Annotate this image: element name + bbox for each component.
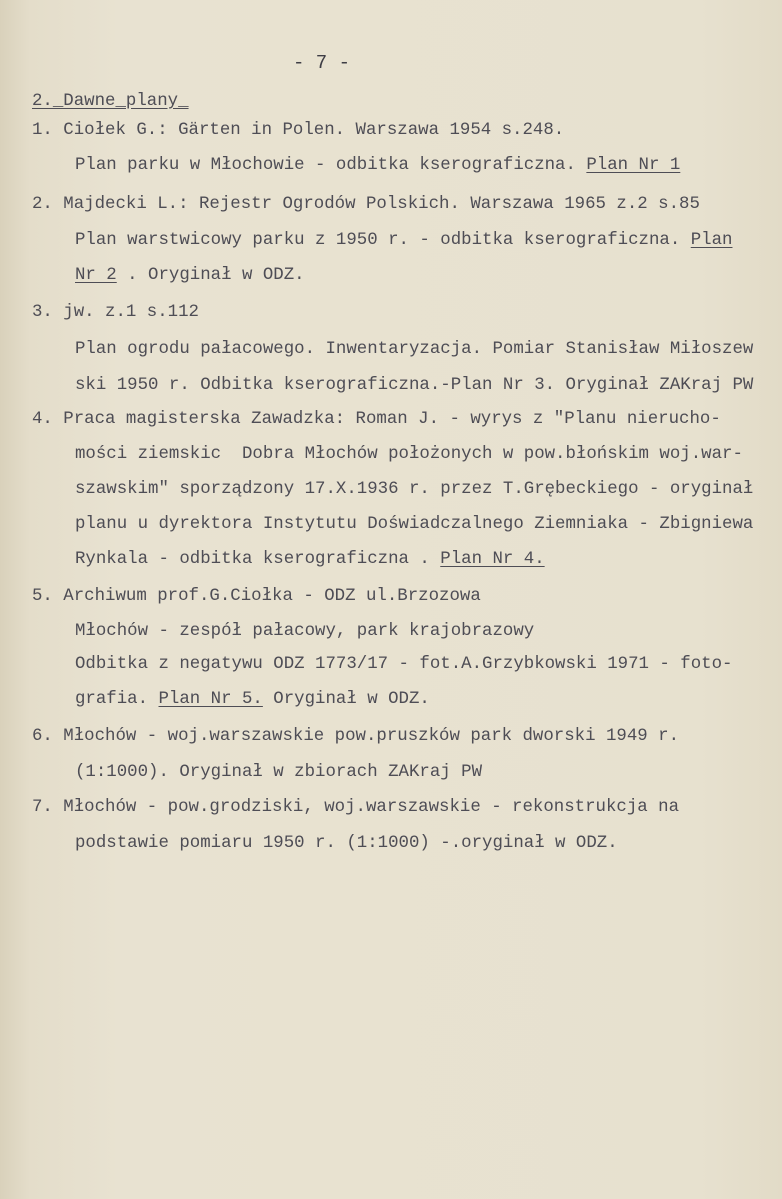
text-line	[32, 798, 679, 818]
text-span: 6. Młochów - woj.warszawskie pow.pruszków park dworski 1949 r.	[32, 727, 680, 746]
underlined-reference: Plan	[690, 231, 733, 250]
text-line	[75, 266, 305, 286]
underlined-reference: Plan Nr 1	[586, 156, 681, 175]
text-line	[75, 550, 545, 570]
text-span: 2._Dawne_plany_	[32, 92, 189, 111]
text-span: planu u dyrektora Instytutu Doświadczalnego Ziemniaka - Zbigniewa	[75, 515, 754, 534]
text-line	[75, 445, 743, 465]
text-line	[75, 763, 482, 783]
text-span: 5. Archiwum prof.G.Ciołka - ODZ ul.Brzozowa	[32, 587, 481, 606]
text-span: 7. Młochów - pow.grodziski, woj.warszawskie - rekonstrukcja na	[32, 798, 680, 817]
text-line	[32, 587, 481, 607]
text-span: (1:1000). Oryginał w zbiorach ZAKraj PW	[75, 763, 483, 782]
text-span: mości ziemskic Dobra Młochów położonych w pow.błońskim woj.war-	[75, 445, 743, 464]
text-span: podstawie pomiaru 1950 r. (1:1000) -.oryginał w ODZ.	[75, 834, 618, 853]
text-span: szawskim" sporządzony 17.X.1936 r. przez T.Grębeckiego - oryginał	[75, 480, 754, 499]
text-span: Plan ogrodu pałacowego. Inwentaryzacja. Pomiar Stanisław Miłoszew	[75, 340, 754, 359]
text-span: Oryginał w ODZ.	[262, 690, 430, 709]
text-line	[75, 340, 753, 360]
text-line	[75, 231, 732, 251]
text-span: Plan warstwicowy parku z 1950 r. - odbitka kserograficzna.	[75, 231, 691, 250]
text-span: 3. jw. z.1 s.112	[32, 303, 199, 322]
text-line	[32, 410, 721, 430]
page-number: - 7 -	[293, 52, 351, 74]
text-line	[75, 376, 753, 396]
text-span: Młochów - zespół pałacowy, park krajobrazowy	[75, 622, 535, 641]
text-span: grafia.	[75, 690, 159, 709]
underlined-reference: Plan Nr 5.	[158, 690, 263, 709]
text-line	[32, 727, 679, 747]
underlined-reference: Plan Nr 4.	[440, 550, 545, 569]
text-line	[32, 121, 564, 141]
text-line	[75, 622, 534, 642]
text-span: Odbitka z negatywu ODZ 1773/17 - fot.A.Grzybkowski 1971 - foto-	[75, 655, 733, 674]
section-heading	[32, 92, 189, 112]
text-span: 4. Praca magisterska Zawadzka: Roman J. - wyrys z "Planu nierucho-	[32, 410, 721, 429]
text-span: Rynkala - odbitka kserograficzna .	[75, 550, 441, 569]
text-line	[75, 655, 732, 675]
text-span: 2. Majdecki L.: Rejestr Ogrodów Polskich. Warszawa 1965 z.2 s.85	[32, 195, 700, 214]
text-line	[75, 834, 618, 854]
text-line	[75, 515, 753, 535]
text-span: Plan parku w Młochowie - odbitka kserograficzna.	[75, 156, 587, 175]
text-line	[32, 303, 199, 323]
text-span: 1. Ciołek G.: Gärten in Polen. Warszawa 1954 s.248.	[32, 121, 565, 140]
underlined-reference: Nr 2	[75, 266, 117, 285]
text-span: . Oryginał w ODZ.	[116, 266, 305, 285]
text-line	[75, 156, 680, 176]
text-line	[32, 195, 700, 215]
text-span: ski 1950 r. Odbitka kserograficzna.-Plan Nr 3. Oryginał ZAKraj PW	[75, 376, 754, 395]
text-line	[75, 480, 753, 500]
text-line	[75, 690, 430, 710]
